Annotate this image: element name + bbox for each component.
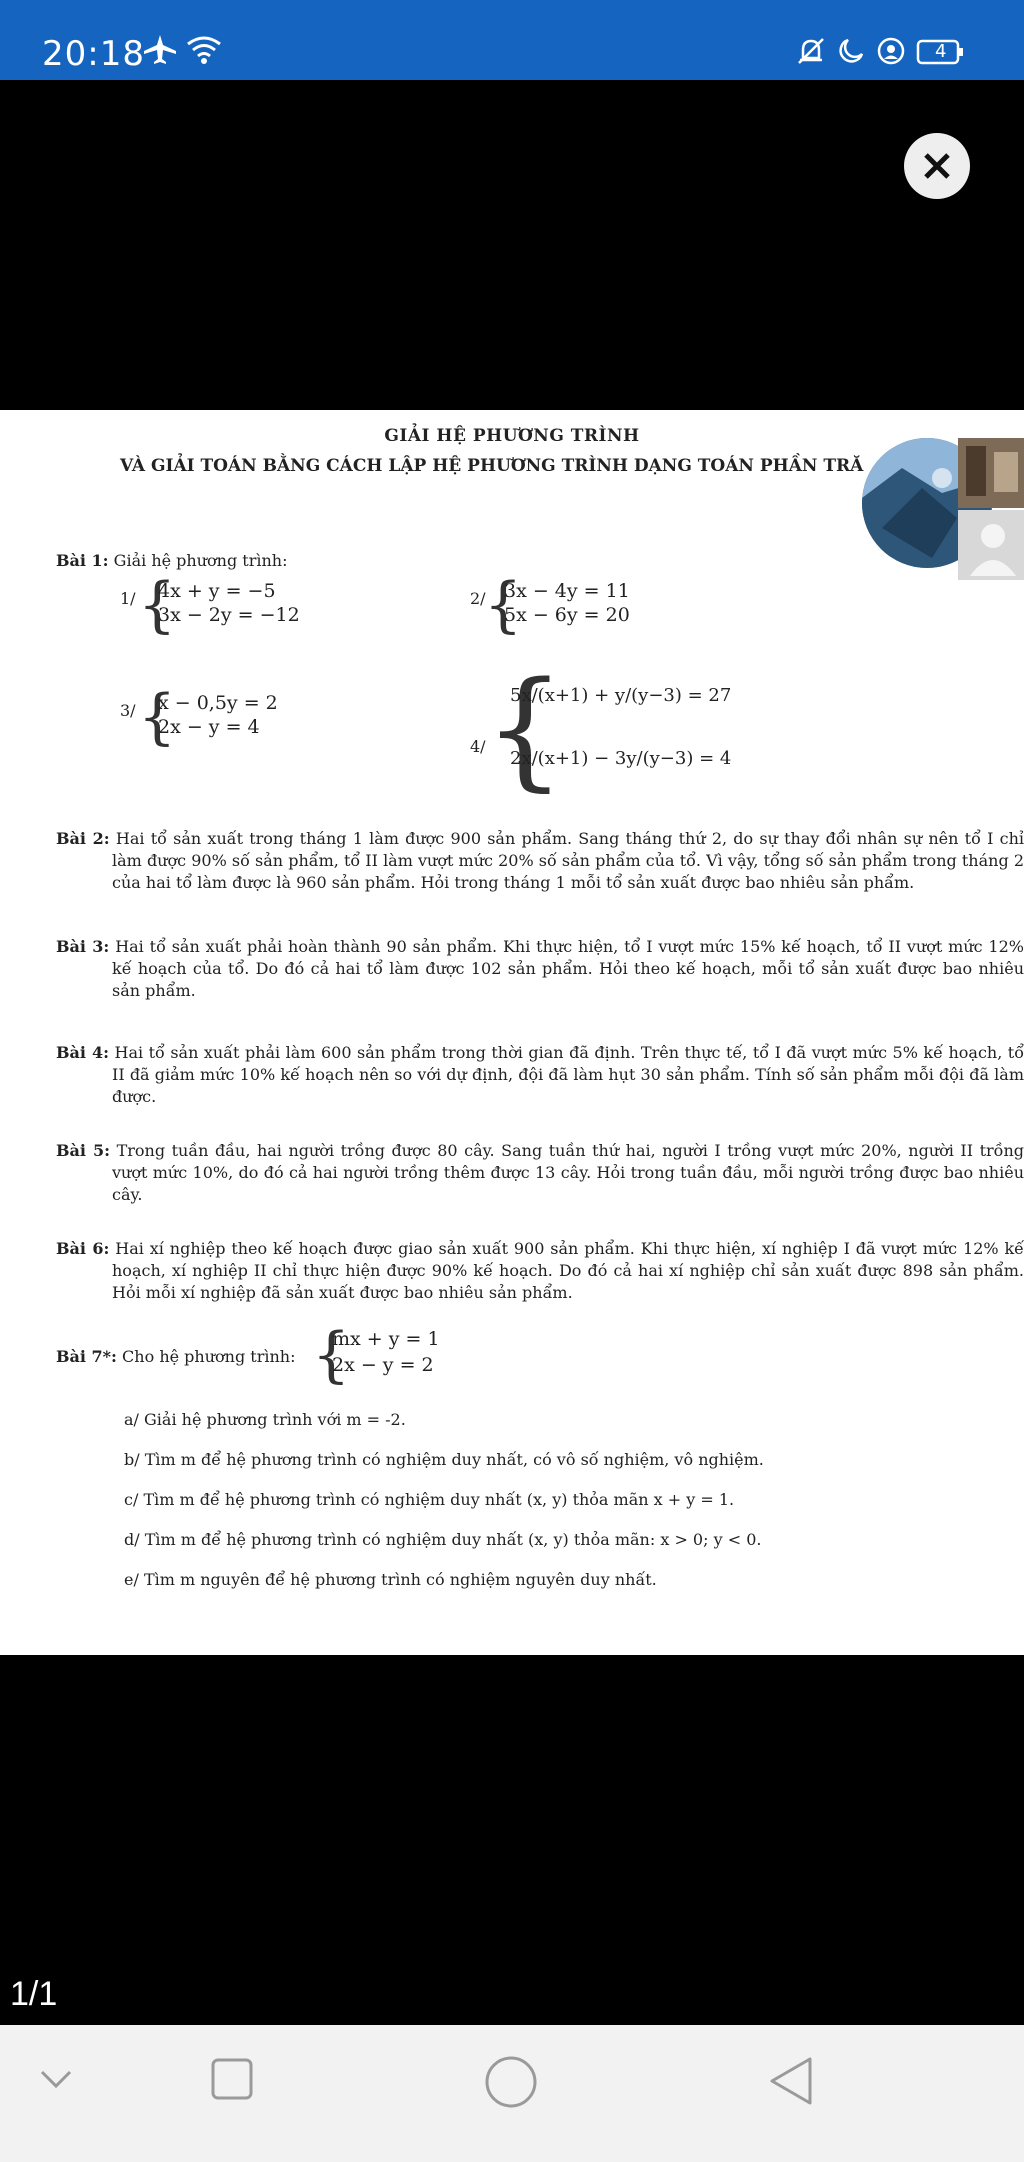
bai6-paragraph: Bài 6: Hai xí nghiệp theo kế hoạch được giao sản xuất 900 sản phẩm. Khi thực hiện, xí nghiệp I đã vượt mức 12% kế hoạch, xí nghiệp II chỉ thực hiện được 90% kế hoạch. Do đó cả hai xí nghiệp chỉ sản xuất được 898 sản phẩm. Hỏi mỗi xí nghiệp đã sản xuất được bao nhiêu sản phẩm. bbox=[56, 1239, 1024, 1302]
nav-recents-button[interactable] bbox=[210, 2057, 254, 2105]
viewer-top-area bbox=[0, 80, 1024, 410]
circle-icon bbox=[484, 2055, 538, 2109]
close-button[interactable] bbox=[904, 133, 970, 199]
bai7-question-a: a/ Giải hệ phương trình với m = -2. bbox=[124, 1410, 406, 1429]
night-mode-icon bbox=[836, 36, 866, 70]
system-2-eq1: 3x − 4y = 11 bbox=[504, 580, 630, 602]
bai7-question-b: b/ Tìm m để hệ phương trình có nghiệm duy nhất, có vô số nghiệm, vô nghiệm. bbox=[124, 1450, 764, 1469]
back-triangle-icon bbox=[766, 2055, 816, 2107]
close-icon bbox=[921, 150, 953, 182]
wifi-icon bbox=[184, 34, 224, 70]
navigation-bar bbox=[0, 2025, 1024, 2162]
doc-subtitle: VÀ GIẢI TOÁN BẰNG CÁCH LẬP HỆ PHƯƠNG TRÌNH DẠNG TOÁN PHẦN TRĂ bbox=[120, 456, 864, 476]
system-2-brace: { bbox=[484, 570, 523, 640]
viewer-bottom-area bbox=[0, 1655, 1024, 1985]
page-counter: 1/1 bbox=[10, 1975, 58, 2013]
profile-icon bbox=[958, 510, 1024, 580]
bai7-eq2: 2x − y = 2 bbox=[332, 1354, 434, 1376]
system-1-brace: { bbox=[138, 570, 177, 640]
system-3-eq2: 2x − y = 4 bbox=[158, 716, 260, 738]
notification-off-icon bbox=[796, 36, 826, 70]
system-1-eq1: 4x + y = −5 bbox=[158, 580, 276, 602]
system-2-eq2: 5x − 6y = 20 bbox=[504, 604, 630, 626]
bai3-paragraph: Bài 3: Hai tổ sản xuất phải hoàn thành 90 sản phẩm. Khi thực hiện, tổ I vượt mức 15% kế hoạch, tổ II vượt mức 12% kế hoạch của tổ. Do đó cả hai tổ làm được 102 sản phẩm. Hỏi theo kế hoạch, mỗi tổ sản xuất được bao nhiêu sản phẩm. bbox=[56, 937, 1024, 1000]
system-2-number: 2/ bbox=[470, 589, 486, 608]
status-bar bbox=[0, 0, 1024, 80]
document-page bbox=[0, 410, 1024, 1655]
system-3-eq1: x − 0,5y = 2 bbox=[158, 692, 278, 714]
system-4-eq1: 5x/(x+1) + y/(y−3) = 27 bbox=[510, 685, 732, 706]
system-3-number: 3/ bbox=[120, 701, 136, 720]
bai7-question-e: e/ Tìm m nguyên để hệ phương trình có nghiệm nguyên duy nhất. bbox=[124, 1570, 657, 1589]
system-4-number: 4/ bbox=[470, 737, 486, 756]
bai7-question-c: c/ Tìm m để hệ phương trình có nghiệm duy nhất (x, y) thỏa mãn x + y = 1. bbox=[124, 1490, 735, 1509]
system-1-number: 1/ bbox=[120, 589, 136, 608]
bai4-paragraph: Bài 4: Hai tổ sản xuất phải làm 600 sản phẩm trong thời gian đã định. Trên thực tế, tổ I đã vượt mức 5% kế hoạch, tổ II đã giảm mức 10% kế hoạch nên so với dự định, đội đã làm hụt 30 sản phẩm. Tính số sản phẩm mỗi đội đã làm được. bbox=[56, 1043, 1024, 1106]
bai7-brace: { bbox=[312, 1320, 351, 1390]
bai1-heading: Bài 1: Giải hệ phương trình: bbox=[56, 551, 288, 570]
system-4-eq2: 2x/(x+1) − 3y/(y−3) = 4 bbox=[510, 748, 732, 769]
chat-thumb-profile[interactable] bbox=[958, 510, 1024, 580]
bai7-eq1: mx + y = 1 bbox=[332, 1328, 440, 1350]
status-time: 20:18 bbox=[42, 34, 145, 74]
system-1-eq2: 3x − 2y = −12 bbox=[158, 604, 300, 626]
square-icon bbox=[210, 2057, 254, 2101]
nav-home-button[interactable] bbox=[484, 2055, 538, 2113]
bai5-paragraph: Bài 5: Trong tuần đầu, hai người trồng được 80 cây. Sang tuần thứ hai, người I trồng vượt mức 20%, người II trồng vượt mức 10%, do đó cả hai người trồng thêm được 13 cây. Hỏi trong tuần đầu, mỗi người trồng được bao nhiêu cây. bbox=[56, 1141, 1024, 1204]
bai7-question-d: d/ Tìm m để hệ phương trình có nghiệm duy nhất (x, y) thỏa mãn: x > 0; y < 0. bbox=[124, 1530, 762, 1549]
sync-icon bbox=[876, 36, 906, 70]
battery-level: 4 bbox=[935, 41, 947, 62]
airplane-mode-icon bbox=[142, 33, 178, 69]
bai2-paragraph: Bài 2: Hai tổ sản xuất trong tháng 1 làm được 900 sản phẩm. Sang tháng thứ 2, do sự thay đổi nhân sự nên tổ I chỉ làm được 90% số sản phẩm, tổ II làm vượt mức 20% số sản phẩm của tổ. Vì vậy, tổng số sản phẩm trong tháng 2 của hai tổ làm được là 960 sản phẩm. Hỏi trong tháng 1 mỗi tổ sản xuất được bao nhiêu sản phẩm. bbox=[56, 829, 1024, 892]
nav-back-button[interactable] bbox=[766, 2055, 816, 2111]
system-4-brace: { bbox=[484, 655, 566, 804]
chat-thumb-photo[interactable] bbox=[958, 438, 1024, 508]
chevron-down-icon bbox=[38, 2067, 74, 2091]
bai7-heading: Bài 7*: Cho hệ phương trình: bbox=[56, 1347, 296, 1366]
system-3-brace: { bbox=[138, 682, 177, 752]
doc-title: GIẢI HỆ PHƯƠNG TRÌNH bbox=[384, 426, 640, 446]
nav-collapse-button[interactable] bbox=[38, 2067, 74, 2095]
